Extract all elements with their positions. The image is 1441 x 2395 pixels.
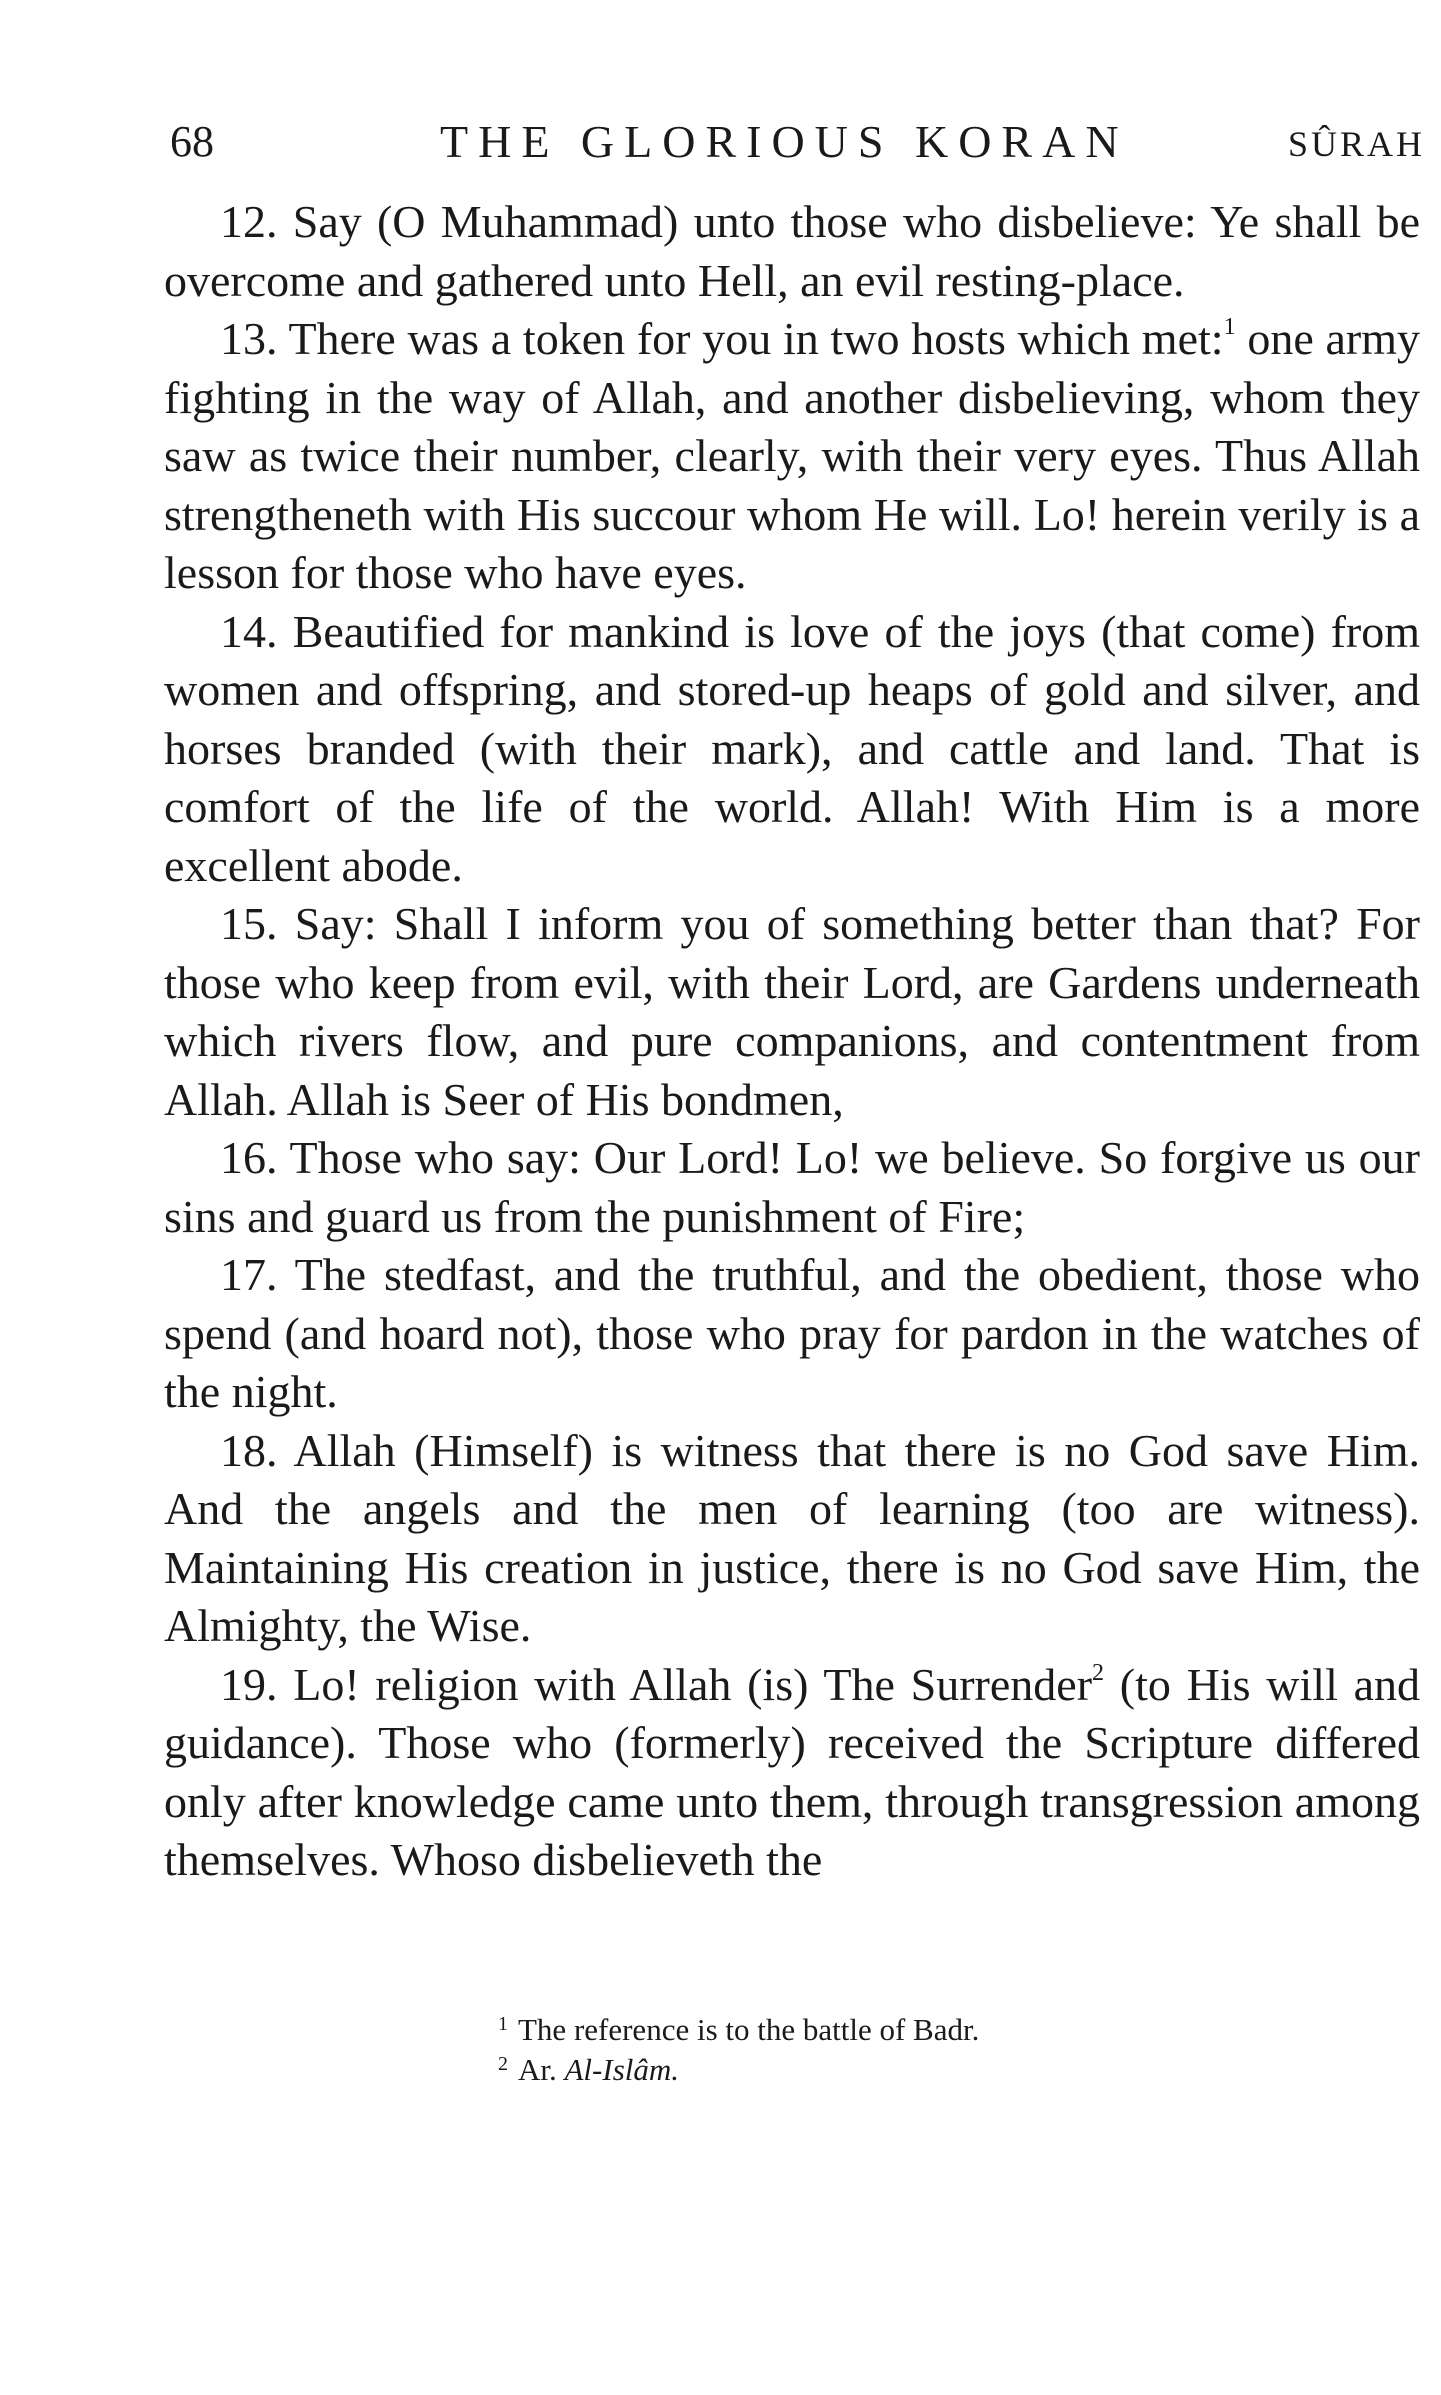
verse-body: Say (O Muhammad) unto those who disbelieve: Ye shall be overcome and gathered unto Hell, an evil resting-place. [164, 196, 1420, 306]
page-number: 68 [170, 117, 214, 166]
verse-number: 15. [220, 898, 278, 949]
verse-16 [164, 1129, 1420, 1246]
verse-number: 17. [220, 1249, 278, 1300]
verse-body: There was a token for you in two hosts which met: [288, 313, 1224, 364]
footnotes [498, 2010, 1258, 2090]
verse-body: Allah (Himself) is witness that there is no God save Him. And the angels and the men of learning (too are witness). Maintaining His creation in justice, there is no God save Him, the Almighty, the Wise. [164, 1424, 1420, 1651]
verse-body: The stedfast, and the truthful, and the obedient, those who spend (and hoard not), those who pray for pardon in the watches of the night. [164, 1249, 1421, 1417]
verse-body: Lo! religion with Allah (is) The Surrender [293, 1658, 1093, 1710]
footnote-text: The reference is to the battle of Badr. [518, 2012, 980, 2047]
footnote-text: Ar. [518, 2052, 557, 2087]
footnote-marker: 2 [1092, 1659, 1105, 1686]
verse-number: 13. [220, 313, 278, 364]
verse-19 [164, 1656, 1420, 1890]
verse-number: 16. [220, 1132, 278, 1183]
footnote-italic-term: Al-Islâm. [564, 2052, 680, 2087]
verse-body: Say: Shall I inform you of something better than that? For those who keep from evil, with their Lord, are Gardens underneath which rivers flow, and pure companions, and contentment from Allah. Allah is Seer of His bondmen, [164, 898, 1421, 1125]
verse-14 [164, 603, 1420, 896]
verse-17 [164, 1246, 1420, 1422]
verse-number: 14. [220, 605, 278, 657]
verse-18 [164, 1422, 1420, 1656]
verse-body: Those who say: Our Lord! Lo! we believe. So forgive us our sins and guard us from the punishment of Fire; [164, 1132, 1420, 1242]
verse-text [164, 193, 1420, 1890]
running-header [170, 112, 1425, 172]
verse-body-continued: one army fighting in the way of Allah, and another disbelieving, whom they saw as twice their number, clearly, with their very eyes. Thus Allah strengtheneth with His succour whom He will. Lo! herein verily is a lesson for those who have eyes. [164, 313, 1421, 598]
footnote-1 [498, 2010, 1258, 2050]
footnote-marker: 1 [1223, 314, 1236, 340]
surah-label: SÛRAH [1287, 124, 1425, 164]
footnote-2 [498, 2050, 1258, 2090]
footnote-number: 1 [498, 2013, 508, 2035]
verse-number: 12. [220, 196, 278, 247]
footnote-number: 2 [498, 2053, 508, 2075]
verse-body: Beautified for mankind is love of the joys (that come) from women and offspring, and stored-up heaps of gold and silver, and horses branded (with their mark), and cattle and land. That is comfort of the life of the world. Allah! With Him is a more excellent abode. [164, 605, 1421, 891]
verse-number: 19. [220, 1658, 278, 1710]
verse-13 [164, 310, 1420, 603]
verse-15 [164, 895, 1420, 1129]
running-title: THE GLORIOUS KORAN [440, 116, 1129, 167]
verse-number: 18. [220, 1424, 278, 1476]
verse-body-continued: (to His will and guidance). Those who (formerly) received the Scripture differed only after knowledge came unto them, through transgression among themselves. Whoso disbelieveth the [164, 1658, 1421, 1885]
verse-12 [164, 193, 1420, 310]
